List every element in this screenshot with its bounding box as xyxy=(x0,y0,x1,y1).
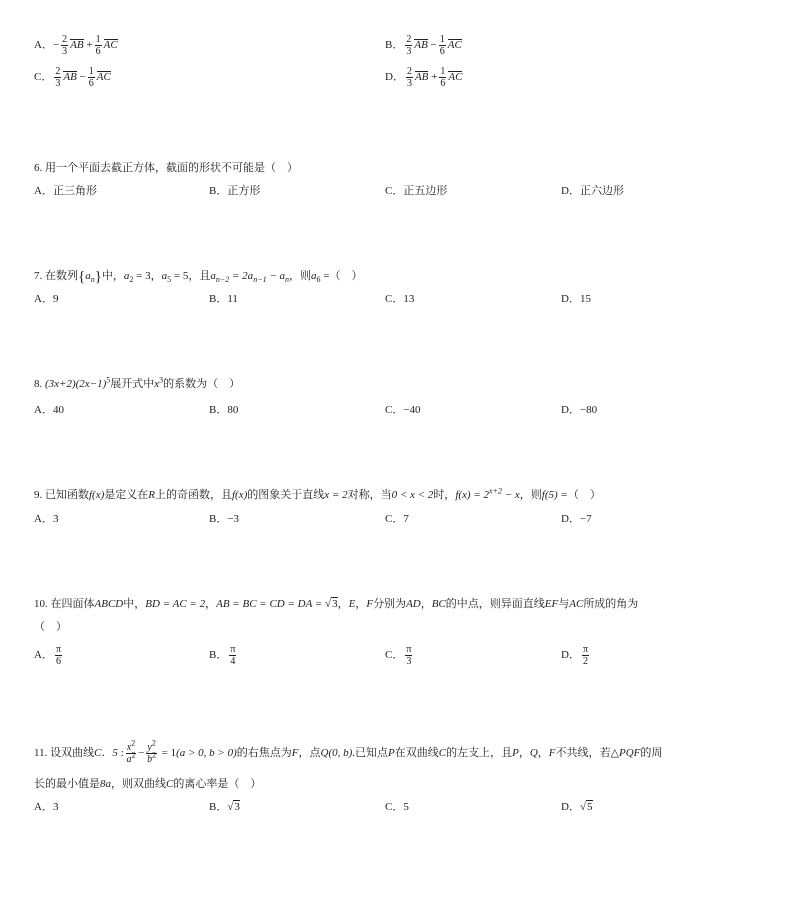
q7-stem: 7. 在数列$\{a_n\}$中，$a_2 = 3$，$a_5 = 5$，且$a_{n-2} = 2a_{n-1} - a_n$，则$a_6$ =（ ） xyxy=(34,269,363,285)
q10-stem: 10. 在四面体ABCD中，BD = AC = 2，AB = BC = CD = DA = √3，E，F分别为AD，BC的中点，则异面直线EF与AC所成的角为 xyxy=(34,598,639,610)
q10-stem-paren: （ ） xyxy=(34,621,67,633)
q11-option-d[interactable]: D．√5 xyxy=(561,801,593,813)
q11-option-a[interactable]: A．3 xyxy=(34,801,59,813)
q9-option-d[interactable]: D．−7 xyxy=(561,513,592,525)
q11-option-b[interactable]: B．√3 xyxy=(209,801,240,813)
fraction: $\frac{2}{3}$ xyxy=(406,66,412,89)
vector-ab: AB xyxy=(414,39,428,52)
q9-option-b[interactable]: B．−3 xyxy=(209,513,240,525)
q8-option-d[interactable]: D．−80 xyxy=(561,404,598,416)
option-label: C． xyxy=(34,71,53,84)
q11-stem: 11. 设双曲线C．5 : $\frac{x^2}{a^2}$ − $\frac{y^2}{b^2}$ = 1(a > 0, b > 0)的右焦点为F，点Q(0, b).已知点P在双曲线C的左支上，且P，Q，F不共线，若△PQF的周 xyxy=(34,738,663,765)
sqrt-3: √3 xyxy=(227,801,240,813)
q5-option-b[interactable] xyxy=(385,34,462,57)
option-label: B． xyxy=(385,39,404,52)
q8-option-b[interactable]: B．80 xyxy=(209,404,239,416)
q10-option-a[interactable]: A． $\frac{\pi}{6}$ xyxy=(34,644,62,667)
fraction: $\frac{\pi}{4}$ xyxy=(230,644,236,667)
q11-option-c[interactable]: C．5 xyxy=(385,801,409,813)
fraction: $\frac{\pi}{6}$ xyxy=(55,644,62,667)
q10-option-c[interactable]: C． $\frac{\pi}{3}$ xyxy=(385,644,412,667)
q6-option-a[interactable]: A．正三角形 xyxy=(34,185,97,197)
vector-ab: AB xyxy=(70,39,84,52)
vector-ac: AC xyxy=(96,71,111,84)
q11-stem-line2: 长的最小值是8a，则双曲线C的离心率是（ ） xyxy=(34,778,262,790)
fraction: $\frac{2}{3}$ xyxy=(55,66,61,89)
q10-option-b[interactable]: B． $\frac{\pi}{4}$ xyxy=(209,644,236,667)
q7-option-a[interactable]: A．9 xyxy=(34,293,59,305)
q7-option-c[interactable]: C．13 xyxy=(385,293,415,305)
vector-ac: AC xyxy=(447,39,462,52)
q6-option-d[interactable]: D．正六边形 xyxy=(561,185,624,197)
operator: + xyxy=(431,71,438,84)
q9-option-c[interactable]: C．7 xyxy=(385,513,409,525)
fraction: $\frac{\pi}{2}$ xyxy=(582,644,589,667)
q9-stem: 9. 已知函数f(x)是定义在R上的奇函数，且f(x)的图象关于直线x = 2对称，当0 < x < 2时，$f(x) = 2^{x+2} - x$，则f(5) =（ ） xyxy=(34,486,601,501)
fraction: $\frac{2}{3}$ xyxy=(62,34,68,57)
option-label: D． xyxy=(385,71,404,84)
q7-option-d[interactable]: D．15 xyxy=(561,293,591,305)
vector-ab: AB xyxy=(414,71,429,84)
sqrt-5: √5 xyxy=(579,801,593,813)
fraction: $\frac{x^2}{a^2}$ xyxy=(126,738,136,765)
q5-option-a[interactable] xyxy=(34,34,118,57)
q7-option-b[interactable]: B．11 xyxy=(209,293,238,305)
option-label: A． xyxy=(34,39,53,52)
vector-ac: AC xyxy=(103,39,118,52)
sqrt-3: √3 xyxy=(325,598,338,610)
q10-option-d[interactable]: D． $\frac{\pi}{2}$ xyxy=(561,644,589,667)
fraction: $\frac{\pi}{3}$ xyxy=(406,644,412,667)
operator: − xyxy=(79,71,86,84)
fraction: $\frac{y^2}{b^2}$ xyxy=(147,738,157,765)
q8-option-c[interactable]: C．−40 xyxy=(385,404,421,416)
q6-option-c[interactable]: C．正五边形 xyxy=(385,185,448,197)
q5-option-c[interactable] xyxy=(34,66,111,89)
fraction: $\frac{2}{3}$ xyxy=(406,34,412,57)
q8-stem: 8. $(3x+2)(2x-1)^5$展开式中$x^3$的系数为（ ） xyxy=(34,375,241,390)
q9-option-a[interactable]: A．3 xyxy=(34,513,59,525)
q5-option-d[interactable] xyxy=(385,66,462,89)
operator: + xyxy=(86,39,93,52)
q6-stem: 6. 用一个平面去截正方体，截面的形状不可能是（ ） xyxy=(34,162,298,174)
vector-ab: AB xyxy=(63,71,77,84)
q8-option-a[interactable]: A．40 xyxy=(34,404,64,416)
operator: − xyxy=(430,39,437,52)
fraction: $\frac{1}{6}$ xyxy=(439,34,445,57)
q6-option-b[interactable]: B．正方形 xyxy=(209,185,261,197)
fraction: $\frac{1}{6}$ xyxy=(88,66,94,89)
sign: − xyxy=(52,39,60,52)
fraction: $\frac{1}{6}$ xyxy=(440,66,446,89)
vector-ac: AC xyxy=(448,71,463,84)
fraction: $\frac{1}{6}$ xyxy=(95,34,101,57)
